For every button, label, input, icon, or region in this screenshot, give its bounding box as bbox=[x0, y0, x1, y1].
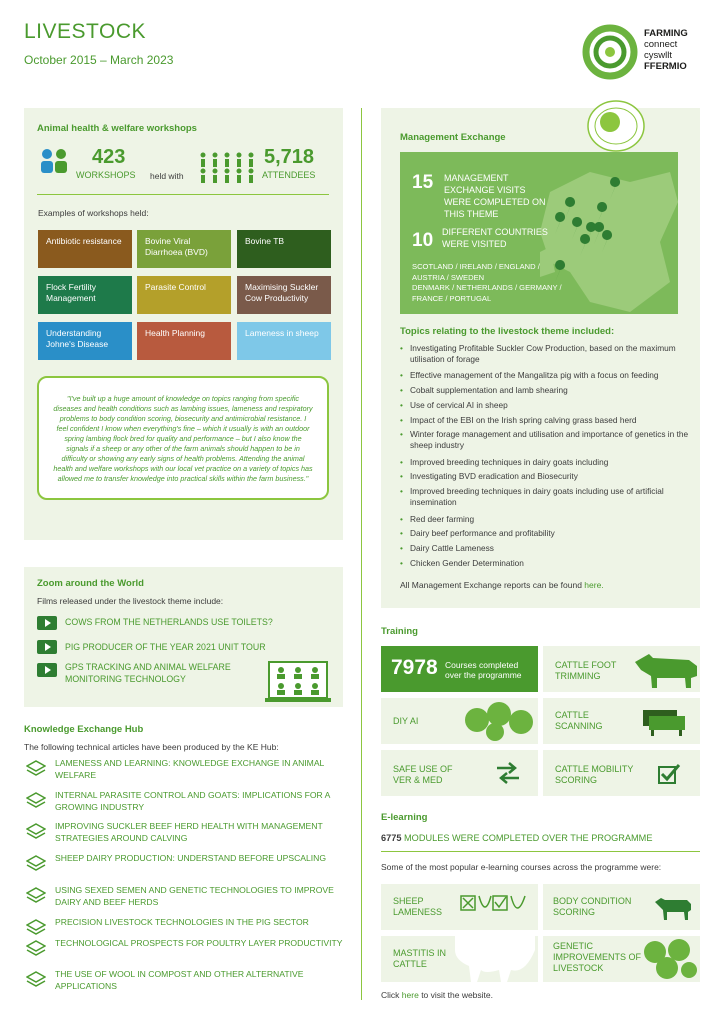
workshop-tile: Understanding Johne's Disease bbox=[38, 322, 132, 360]
ke-article-item[interactable] bbox=[24, 969, 344, 997]
ke-article-title[interactable]: THE USE OF WOOL IN COMPOST AND OTHER ALTERNATIVE APPLICATIONS bbox=[55, 969, 304, 991]
ke-article-title[interactable]: SHEEP DAIRY PRODUCTION: UNDERSTAND BEFORE UPSCALING bbox=[55, 853, 327, 863]
ke-article-title[interactable]: INTERNAL PARASITE CONTROL AND GOATS: IMPLICATIONS FOR A GROWING INDUSTRY bbox=[55, 790, 330, 812]
attendees-label: ATTENDEES bbox=[262, 170, 316, 180]
logo-line-3: cyswllt bbox=[644, 50, 672, 61]
film-link[interactable]: COWS FROM THE NETHERLANDS USE TOILETS? bbox=[65, 617, 273, 627]
topic-item: • Use of cervical AI in sheep bbox=[400, 400, 695, 411]
course-label: BODY CONDITION SCORING bbox=[553, 896, 632, 917]
ke-article-title[interactable]: TECHNOLOGICAL PROSPECTS FOR POULTRY LAYER PRODUCTIVITY bbox=[55, 938, 343, 948]
elearning-title: E-learning bbox=[381, 812, 428, 823]
workshops-title: Animal health & welfare workshops bbox=[37, 123, 197, 134]
zoom-intro: Films released under the livestock theme include: bbox=[37, 596, 224, 606]
workshop-tile: Antibiotic resistance bbox=[38, 230, 132, 268]
cow-icon bbox=[631, 648, 699, 690]
countries-text: DIFFERENT COUNTRIES WERE VISITED bbox=[442, 227, 548, 249]
ke-article-title[interactable]: IMPROVING SUCKLER BEEF HERD HEALTH WITH MANAGEMENT STRATEGIES AROUND CALVING bbox=[55, 821, 323, 843]
column-divider bbox=[361, 108, 362, 1000]
topic-item: • Improved breeding techniques in dairy goats including bbox=[400, 457, 695, 468]
europe-map bbox=[400, 152, 678, 314]
topic-item: • Winter forage management and utilisation and importance of genetics in the sheep industry bbox=[400, 429, 695, 451]
training-label: CATTLE FOOT TRIMMING bbox=[555, 660, 617, 681]
training-item-foot-trimming bbox=[543, 646, 700, 692]
training-item-cattle-scanning bbox=[543, 698, 700, 744]
workshop-tile: Health Planning bbox=[137, 322, 231, 360]
countries-list-1: SCOTLAND / IRELAND / ENGLAND / AUSTRIA / SWEDEN bbox=[412, 262, 540, 282]
film-link[interactable]: GPS TRACKING AND ANIMAL WELFARE MONITORING TECHNOLOGY bbox=[65, 662, 231, 684]
cells-icon bbox=[463, 700, 535, 742]
modules-divider bbox=[381, 851, 700, 852]
topic-item: • Investigating BVD eradication and Biosecurity bbox=[400, 471, 695, 482]
reports-text-prefix: All Management Exchange reports can be found bbox=[400, 580, 582, 590]
modules-line bbox=[381, 833, 652, 843]
play-icon[interactable] bbox=[37, 616, 57, 630]
film-link[interactable]: PIG PRODUCER OF THE YEAR 2021 UNIT TOUR bbox=[65, 642, 266, 652]
workshop-tile: Bovine Viral Diarrhoea (BVD) bbox=[137, 230, 231, 268]
layers-icon bbox=[26, 855, 46, 873]
workshop-tile: Parasite Control bbox=[137, 276, 231, 314]
cattle-herd-icon bbox=[643, 708, 687, 736]
countries-count: 10 bbox=[412, 230, 434, 251]
udder-icon bbox=[455, 930, 535, 982]
ke-article-title[interactable]: USING SEXED SEMEN AND GENETIC TECHNOLOGIES TO IMPROVE DAIRY AND BEEF HERDS bbox=[55, 885, 334, 907]
footer-post: to visit the website. bbox=[421, 990, 493, 1000]
ke-article-item[interactable] bbox=[24, 758, 344, 786]
ke-article-item[interactable] bbox=[24, 938, 344, 966]
topic-item: • Dairy Cattle Lameness bbox=[400, 543, 695, 554]
modules-text: MODULES WERE COMPLETED OVER THE PROGRAMME bbox=[404, 833, 653, 843]
topic-item: • Impact of the EBI on the Irish spring calving grass based herd bbox=[400, 415, 695, 426]
ke-hub-title: Knowledge Exchange Hub bbox=[24, 724, 144, 735]
layers-icon bbox=[26, 823, 46, 841]
postage-stamp-icon bbox=[585, 98, 647, 154]
topic-item: • Improved breeding techniques in dairy goats including use of artificial insemination bbox=[400, 486, 695, 508]
attendees-count: 5,718 bbox=[264, 146, 315, 168]
footer-pre: Click bbox=[381, 990, 400, 1000]
people-group-icon bbox=[38, 146, 70, 180]
course-label: MASTITIS IN CATTLE bbox=[393, 948, 447, 969]
layers-icon bbox=[26, 792, 46, 810]
layers-icon bbox=[26, 919, 46, 937]
held-with-text: held with bbox=[150, 171, 184, 181]
logo-swirl-icon bbox=[582, 24, 638, 80]
attendees-people-icon bbox=[198, 150, 258, 184]
visits-count: 15 bbox=[412, 172, 434, 193]
topic-item: • Cobalt supplementation and lamb shearing bbox=[400, 385, 695, 396]
topic-item: • Red deer farming bbox=[400, 514, 695, 525]
workshop-tile: Lameness in sheep bbox=[237, 322, 331, 360]
play-icon[interactable] bbox=[37, 640, 57, 654]
courses-text: Courses completed over the programme bbox=[445, 660, 522, 680]
examples-label: Examples of workshops held: bbox=[38, 208, 149, 218]
ke-article-item[interactable] bbox=[24, 821, 344, 849]
ke-article-title[interactable]: PRECISION LIVESTOCK TECHNOLOGIES IN THE PIG SECTOR bbox=[55, 917, 309, 927]
farmer-quote: "I've built up a huge amount of knowledge on topics ranging from specific diseases and health conditions such as lambing issues, lameness and respiratory problems to body condition scoring, biosecurity and antimicrobial resistance. I feel confident I know when everything's fine – which it usually is with an outdoor spring lambing flock bred for quality and performance – but I also know the signals if a sheep or any other of the farm animals should happen to be in difficulty or showing any early signs of health problems. Attending the animal health and welfare workshops with our local vet practice on a variety of topics has allowed me to transfer knowledge into practical skills within the farm business." bbox=[37, 376, 329, 500]
popular-intro: Some of the most popular e-learning courses across the programme were: bbox=[381, 862, 662, 872]
website-footer bbox=[381, 990, 493, 1000]
elearning-course-mastitis bbox=[381, 936, 538, 982]
training-item-diy-ai bbox=[381, 698, 538, 744]
cells-icon bbox=[641, 938, 697, 980]
elearning-course-sheep-lameness bbox=[381, 884, 538, 930]
zoom-title: Zoom around the World bbox=[37, 578, 144, 589]
courses-completed-box bbox=[381, 646, 538, 692]
logo-line-1: FARMING bbox=[644, 28, 688, 39]
workshops-count: 423 bbox=[92, 146, 126, 168]
elearning-course-body-condition bbox=[543, 884, 700, 930]
reports-text bbox=[400, 580, 604, 590]
logo-line-2: connect bbox=[644, 39, 678, 50]
layers-icon bbox=[26, 940, 46, 958]
training-item-mobility-scoring bbox=[543, 750, 700, 796]
checkbox-icon bbox=[657, 763, 681, 785]
page-title: LIVESTOCK bbox=[24, 20, 146, 43]
training-label: SAFE USE OF VER & MED bbox=[393, 764, 453, 785]
management-exchange-title: Management Exchange bbox=[400, 132, 506, 143]
ke-article-item[interactable] bbox=[24, 853, 344, 881]
courses-count: 7978 bbox=[391, 656, 438, 679]
ke-hub-intro: The following technical articles have been produced by the KE Hub: bbox=[24, 742, 279, 752]
play-icon[interactable] bbox=[37, 663, 57, 677]
topic-item: • Dairy beef performance and profitability bbox=[400, 528, 695, 539]
video-call-laptop-icon bbox=[265, 660, 331, 704]
course-label: GENETIC IMPROVEMENTS OF LIVESTOCK bbox=[553, 941, 642, 973]
farming-connect-logo bbox=[582, 24, 702, 80]
countries-list-2: DENMARK / NETHERLANDS / GERMANY / FRANCE / PORTUGAL bbox=[412, 283, 562, 303]
cow-icon bbox=[653, 894, 693, 922]
reports-link[interactable]: here. bbox=[584, 580, 604, 590]
workshop-tile: Maximising Suckler Cow Productivity bbox=[237, 276, 331, 314]
ke-article-title[interactable]: LAMENESS AND LEARNING: KNOWLEDGE EXCHANGE IN ANIMAL WELFARE bbox=[55, 758, 325, 780]
logo-line-4: FFERMIO bbox=[644, 61, 687, 72]
topic-item: • Chicken Gender Determination bbox=[400, 558, 695, 569]
training-item-safe-use bbox=[381, 750, 538, 796]
stats-divider bbox=[37, 194, 329, 195]
topic-item: • Effective management of the Mangalitza pig with a focus on feeding bbox=[400, 370, 695, 381]
topics-title: Topics relating to the livestock theme included: bbox=[400, 326, 615, 337]
workshops-label: WORKSHOPS bbox=[76, 170, 136, 180]
workshop-tile: Bovine TB bbox=[237, 230, 331, 268]
ke-article-item[interactable] bbox=[24, 790, 344, 818]
visits-text: MANAGEMENT EXCHANGE VISITS WERE COMPLETED ON THIS THEME bbox=[444, 173, 546, 219]
training-label: CATTLE MOBILITY SCORING bbox=[555, 764, 634, 785]
training-label: DIY AI bbox=[393, 716, 419, 726]
elearning-course-genetic bbox=[543, 936, 700, 982]
course-label: SHEEP LAMENESS bbox=[393, 896, 443, 917]
training-label: CATTLE SCANNING bbox=[555, 710, 603, 731]
hoof-icons bbox=[459, 892, 527, 922]
modules-count: 6775 bbox=[381, 833, 402, 843]
website-link[interactable]: here bbox=[401, 990, 419, 1000]
training-title: Training bbox=[381, 626, 418, 637]
ke-article-item[interactable] bbox=[24, 885, 344, 913]
exchange-arrows-icon bbox=[495, 760, 521, 786]
layers-icon bbox=[26, 971, 46, 989]
page-subtitle: October 2015 – March 2023 bbox=[24, 53, 174, 67]
workshop-tile: Flock Fertility Management bbox=[38, 276, 132, 314]
layers-icon bbox=[26, 760, 46, 778]
layers-icon bbox=[26, 887, 46, 905]
topic-item: • Investigating Profitable Suckler Cow Production, based on the maximum utilisation of forage bbox=[400, 343, 695, 365]
